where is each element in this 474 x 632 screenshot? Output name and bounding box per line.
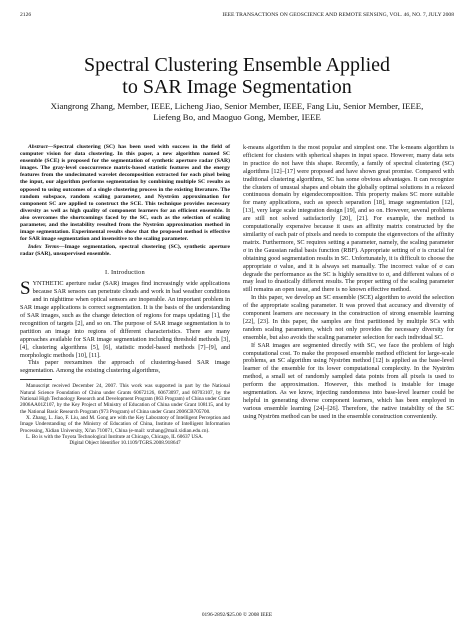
index-terms-label: Index Terms	[28, 244, 59, 251]
journal-header: IEEE TRANSACTIONS ON GEOSCIENCE AND REMOTE SENSING, VOL. 46, NO. 7, JULY 2008	[222, 12, 454, 18]
index-terms	[20, 244, 230, 258]
footnote-rule	[20, 379, 52, 380]
title-line-2: to SAR Image Segmentation	[122, 76, 352, 98]
body-paragraph-1: k-means algorithm is the most popular and simplest one. The k-means algorithm is efficient for clusters with spherical shapes in input space. However, many data sets in practice do not have this shape. Recently, a family of spectral clustering (SC) algorithms [12]–[17] were proposed and have shown great promise. Compared with traditional clustering algorithms, SC has some obvious advantages. It can recognize the clusters of unusual shapes and obtain the globally optimal solutions in a relaxed continuous domain by eigendecomposition. This property makes SC more suitable for many applications, such as speech separation [18], image segmentation [12], [13], very large scale integration design [19], and so on. However, several problems are still not solved satisfactorily [20], [21]. For example, the method is computationally expensive because it uses an affinity matrix constructed by the similarity of each pair of pixels and needs to compute the eigenvectors of the affinity matrix. Furthermore, SC requires setting a parameter, namely, the scaling parameter σ in the Gaussian radial basis function (RBF). Appropriate setting of σ is crucial for obtaining good segmentation results in SC. Unfortunately, it is difficult to choose the appropriate σ value, and it is always set manually. The incorrect value of σ can degrade the performance as the SC is highly sensitive to σ, and different values of σ may lead to drastically different results. The proper setting of the scaling parameter still remains an open issue, and there is no known effective method.	[243, 144, 454, 294]
footnote-affiliation-1: X. Zhang, L. Jiao, F. Liu, and M. Gong are with the Key Laboratory of Intelligent Perception and Image Understanding of the Ministry of Education of China, Institute of Intelligent Information Processing, Xidian University, Xi'an 710071, China (e-mail: xrzhang@mail.xidian.edu.cn).	[20, 415, 230, 434]
author-list	[40, 101, 434, 123]
footnote-affiliation-2: L. Bo is with the Toyota Technological Institute at Chicago, Chicago, IL 60637 USA.	[26, 434, 204, 441]
paper-title	[20, 54, 454, 98]
title-line-1: Spectral Clustering Ensemble Applied	[83, 54, 391, 76]
intro-paragraph-1	[20, 280, 230, 359]
copyright-line: 0196-2892/$25.00 © 2008 IEEE	[201, 612, 273, 618]
doi: Digital Object Identifier 10.1109/TGRS.2008.918647	[69, 440, 181, 447]
page-number: 2126	[20, 12, 32, 18]
abstract-label: Abstract	[28, 144, 48, 150]
right-column	[243, 144, 454, 421]
abstract-text: —Spectral clustering (SC) has been used with success in the field of computer vision for data clustering. In this paper, a new algorithm named SC ensemble (SCE) is proposed for the segmentation of synthetic aperture radar (SAR) images. The gray-level cooccurrence matrix-based statistic features and the energy features from the undecimated wavelet decomposition extracted for each pixel being the input, our algorithm performs segmentation by combining multiple SC results as opposed to using outcomes of a single clustering process in the existing literature. The random subspace, random scaling parameter, and Nyström approximation for component SC are applied to construct the SCE. This technique provides necessary diversity as well as high quality of component learners for an efficient ensemble. It also overcomes the shortcomings faced by the SC, such as the selection of scaling parameter, and the instability resulted from the Nyström approximation method in image segmentation. Experimental results show that the proposed method is effective for SAR image segmentation and insensitive to the scaling parameter.	[20, 144, 230, 243]
authors-line-1: Xiangrong Zhang, Member, IEEE, Licheng Jiao, Senior Member, IEEE, Fang Liu, Senior Member, IEEE,	[50, 101, 424, 111]
drop-cap: S	[20, 278, 31, 300]
left-column	[20, 144, 230, 447]
authors-line-2: Liefeng Bo, and Maoguo Gong, Member, IEEE	[153, 112, 321, 122]
section-heading: I. Introduction	[105, 268, 145, 276]
body-paragraph-2: In this paper, we develop an SC ensemble (SCE) algorithm to avoid the selection of the appropriate scaling parameter. It was proved that accuracy and diversity of component learners are necessary in the construction of strong ensemble learning [22], [23]. In this paper, the samples are first partitioned by multiple SCs with random scaling parameters, which not only provides the necessary diversity for ensemble, but also avoids the scaling parameter selection for each individual SC.	[243, 294, 454, 341]
intro-paragraph-2: This paper reexamines the approach of clustering-based SAR image segmentation. Among the existing clustering algorithms,	[20, 359, 230, 375]
index-terms-text: —Image segmentation, spectral clustering (SC), synthetic aperture radar (SAR), unsupervised ensemble.	[20, 244, 230, 258]
footnote-manuscript: Manuscript received December 24, 2007. This work was supported in part by the National Natural Science Foundation of China under Grants 60672126, 60673097, and 60703107, by the National High Technology Research and Development Program (863 Program) of China under Grant 2006AA01Z107, by the Key Project of Ministry of Education of China under Grant 108115, and by the National Basic Research Program (973 Program) of China under Grant 2006CB705700.	[20, 383, 230, 415]
intro-paragraph-1-text: YNTHETIC aperture radar (SAR) images find increasingly wide applications because SAR sensors can penetrate clouds and work in bad weather conditions and in nighttime when optical sensors are inoperable. An important problem in SAR image applications is correct segmentation. It is the basis of the understanding of SAR images, such as the change detection of regions for maps updating [1], the recognition of targets [2], and so on. The purpose of SAR image segmentation is to partition an image into regions of different characteristics. There are many approaches available for SAR image segmentation including threshold methods [3], [4], clustering algorithms [5], [6], statistic model-based methods [7]–[9], and morphologic methods [10], [11].	[20, 280, 230, 359]
body-paragraph-3: If SAR images are segmented directly with SC, we face the problem of high computational cost. To make the proposed ensemble method efficient for large-scale problems, an SC algorithm using Nyström method [12] is applied as the base-level learner of the ensemble for its lower computational complexity. In the Nyström method, a small set of randomly sampled data points from all pixels is used to perform the approximation. However, this method is instable for image segmentation. As we know, injecting randomness into base-level learner could be helpful in generating diverse component learners, which has been employed in various ensemble learning [24]–[26]. Therefore, the native instability of the SC using Nyström method can be used in the ensemble construction conveniently.	[243, 341, 454, 420]
abstract	[20, 144, 230, 243]
